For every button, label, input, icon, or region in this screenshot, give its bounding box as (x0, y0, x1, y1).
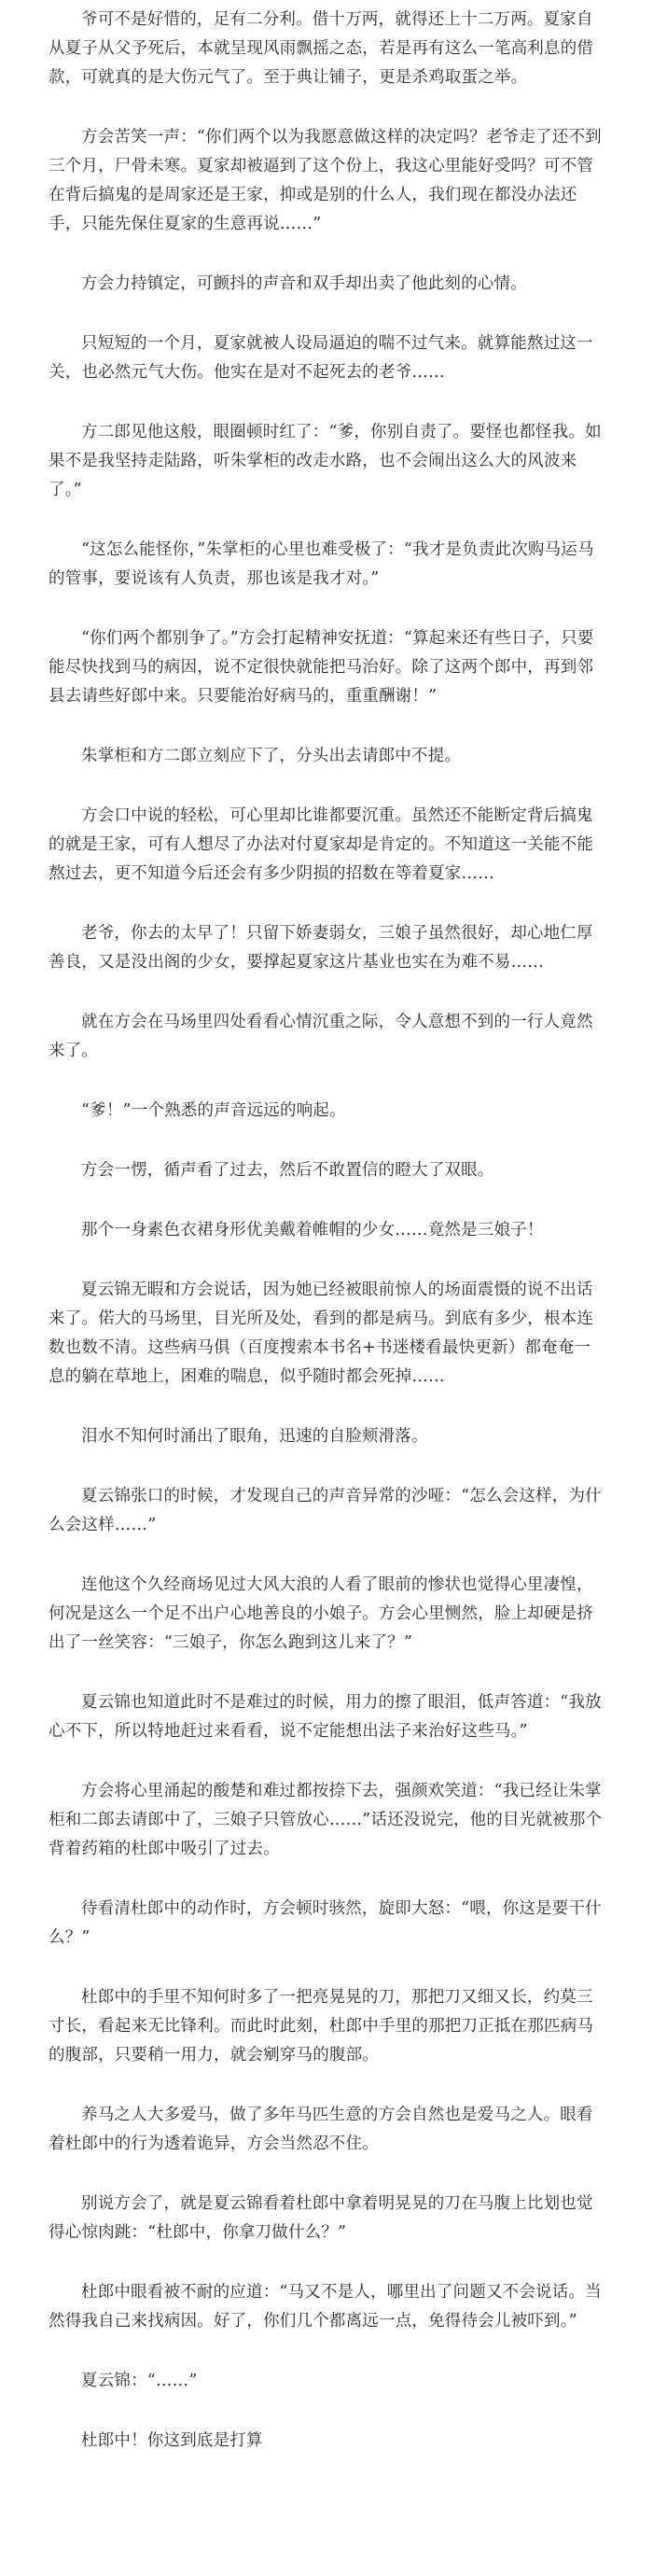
paragraph: 方二郎见他这般，眼圈顿时红了：“爹，你别自责了。要怪也都怪我。如果不是我坚持走陆路，听朱掌柜的改走水路，也不会闹出这么大的风波来了。” (49, 423, 602, 499)
paragraph: “这怎么能怪你，”朱掌柜的心里也难受极了：“我才是负责此次购马运马的管事，要说该有人负责，那也该是我才对。” (49, 540, 594, 588)
paragraph: 方会口中说的轻松，可心里却比谁都要沉重。虽然还不能断定背后搞鬼的就是王家，可有人想尽了办法对付夏家却是肯定的。不知道这一关能不能熬过去，更不知道今后还会有多少阴损的招数在等着夏家…… (49, 806, 594, 883)
paragraph: 方会将心里涌起的酸楚和难过都按捺下去，强颜欢笑道：“我已经让朱掌柜和二郎去请郎中了，三娘子只管放心……”话还没说完，他的目光就被那个背着药箱的杜郎中吸引了过去。 (49, 1782, 603, 1858)
paragraph: 别说方会了，就是夏云锦看着杜郎中拿着明晃晃的刀在马腹上比划也觉得心惊肉跳：“杜郎中，你拿刀做什么？” (49, 2194, 593, 2242)
paragraph: 朱掌柜和方二郎立刻应下了，分头出去请郎中不提。 (81, 747, 462, 765)
paragraph: “你们两个都别争了。”方会打起精神安抚道：“算起来还有些日子，只要能尽快找到马的病因，说不定很快就能把马治好。除了这两个郎中，再到邻县去请些好郎中来。只要能治好病马的，重重酬谢！” (49, 629, 594, 706)
paragraph: 夏云锦无暇和方会说话，因为她已经被眼前惊人的场面震慑的说不出话来了。偌大的马场里，目光所及处，看到的都是病马。到底有多少，根本连数也数不清。这些病马俱（百度搜索本书名+书迷楼看最快更新）都奄奄一息的躺在草地上，困难的喘息，似乎随时都会死掉…… (49, 1281, 594, 1386)
paragraph: “爹！”一个熟悉的声音远远的响起。 (81, 1101, 346, 1120)
paragraph: 夏云锦也知道此时不是难过的时候，用力的擦了眼泪，低声答道：“我放心不下，所以特地赶过来看看，说不定能想出法子来治好这些马。” (49, 1693, 602, 1741)
paragraph: 杜郎中的手里不知何时多了一把亮晃晃的刀，那把刀又细又长，约莫三寸长，看起来无比锋利。而此时此刻，杜郎中手里的那把刀正抵在那匹病马的腹部，只要稍一用力，就会剜穿马的腹部。 (49, 1988, 594, 2065)
paragraph: 泪水不知何时涌出了眼角，迅速的自脸颊滑落。 (81, 1427, 428, 1446)
paragraph: 杜郎中！你这到底是打算 (81, 2431, 263, 2450)
paragraph: 就在方会在马场里四处看看心情沉重之际，令人意想不到的一行人竟然来了。 (49, 1013, 593, 1060)
paragraph: 方会力持镇定，可颤抖的声音和双手却出卖了他此刻的心情。 (81, 274, 527, 293)
paragraph: 方会一愣，循声看了过去，然后不敢置信的瞪大了双眼。 (81, 1161, 494, 1180)
paragraph: 爷可不是好惜的，足有二分利。借十万两，就得还上十二万两。夏家自从夏子从父予死后，本就呈现风雨飘摇之态，若是再有这么一笔高利息的借款，可就真的是大伤元气了。至于典让铺子，更是杀鸡取蛋之举。 (49, 10, 594, 87)
paragraph: 连他这个久经商场见过大风大浪的人看了眼前的惨状也觉得心里凄惶，何况是这么一个足不出户心地善良的小娘子。方会心里恻然，脸上却硬是挤出了一丝笑容：“三娘子，你怎么跑到这儿来了？” (49, 1575, 594, 1652)
paragraph: 杜郎中眼看被不耐的应道：“马又不是人，哪里出了问题又不会说话。当然得我自己来找病因。好了，你们几个都离远一点，免得待会儿被吓到。” (49, 2283, 602, 2331)
paragraph: 老爷，你去的太早了！只留下娇妻弱女，三娘子虽然很好，却心地仁厚善良，又是没出阁的少女，要撑起夏家这片基业也实在为难不易…… (49, 924, 593, 972)
paragraph: 待看清杜郎中的动作时，方会顿时骇然，旋即大怒：“喂，你这是要干什么？” (49, 1899, 602, 1947)
paragraph: 那个一身素色衣裙身形优美戴着帷帽的少女……竟然是三娘子！ (81, 1221, 544, 1239)
paragraph: 只短短的一个月，夏家就被人设局逼迫的喘不过气来。就算能熬过这一关，也必然元气大伤。他实在是对不起死去的老爷…… (49, 334, 593, 382)
paragraph: 养马之人大多爱马，做了多年马匹生意的方会自然也是爱马之人。眼看着杜郎中的行为透着诡异，方会当然忍不住。 (49, 2106, 593, 2153)
paragraph: 夏云锦张口的时候，才发现自己的声音异常的沙哑：“怎么会这样，为什么会这样……” (49, 1487, 602, 1534)
paragraph: 方会苦笑一声：“你们两个以为我愿意做这样的决定吗？老爷走了还不到三个月，尸骨未寒。夏家却被逼到了这个份上，我这心里能好受吗？可不管在背后搞鬼的是周家还是王家，抑或是别的什么人，我们现在都没办法还手，只能先保住夏家的生意再说……” (49, 128, 602, 233)
paragraph: 夏云锦：“……” (81, 2372, 198, 2390)
